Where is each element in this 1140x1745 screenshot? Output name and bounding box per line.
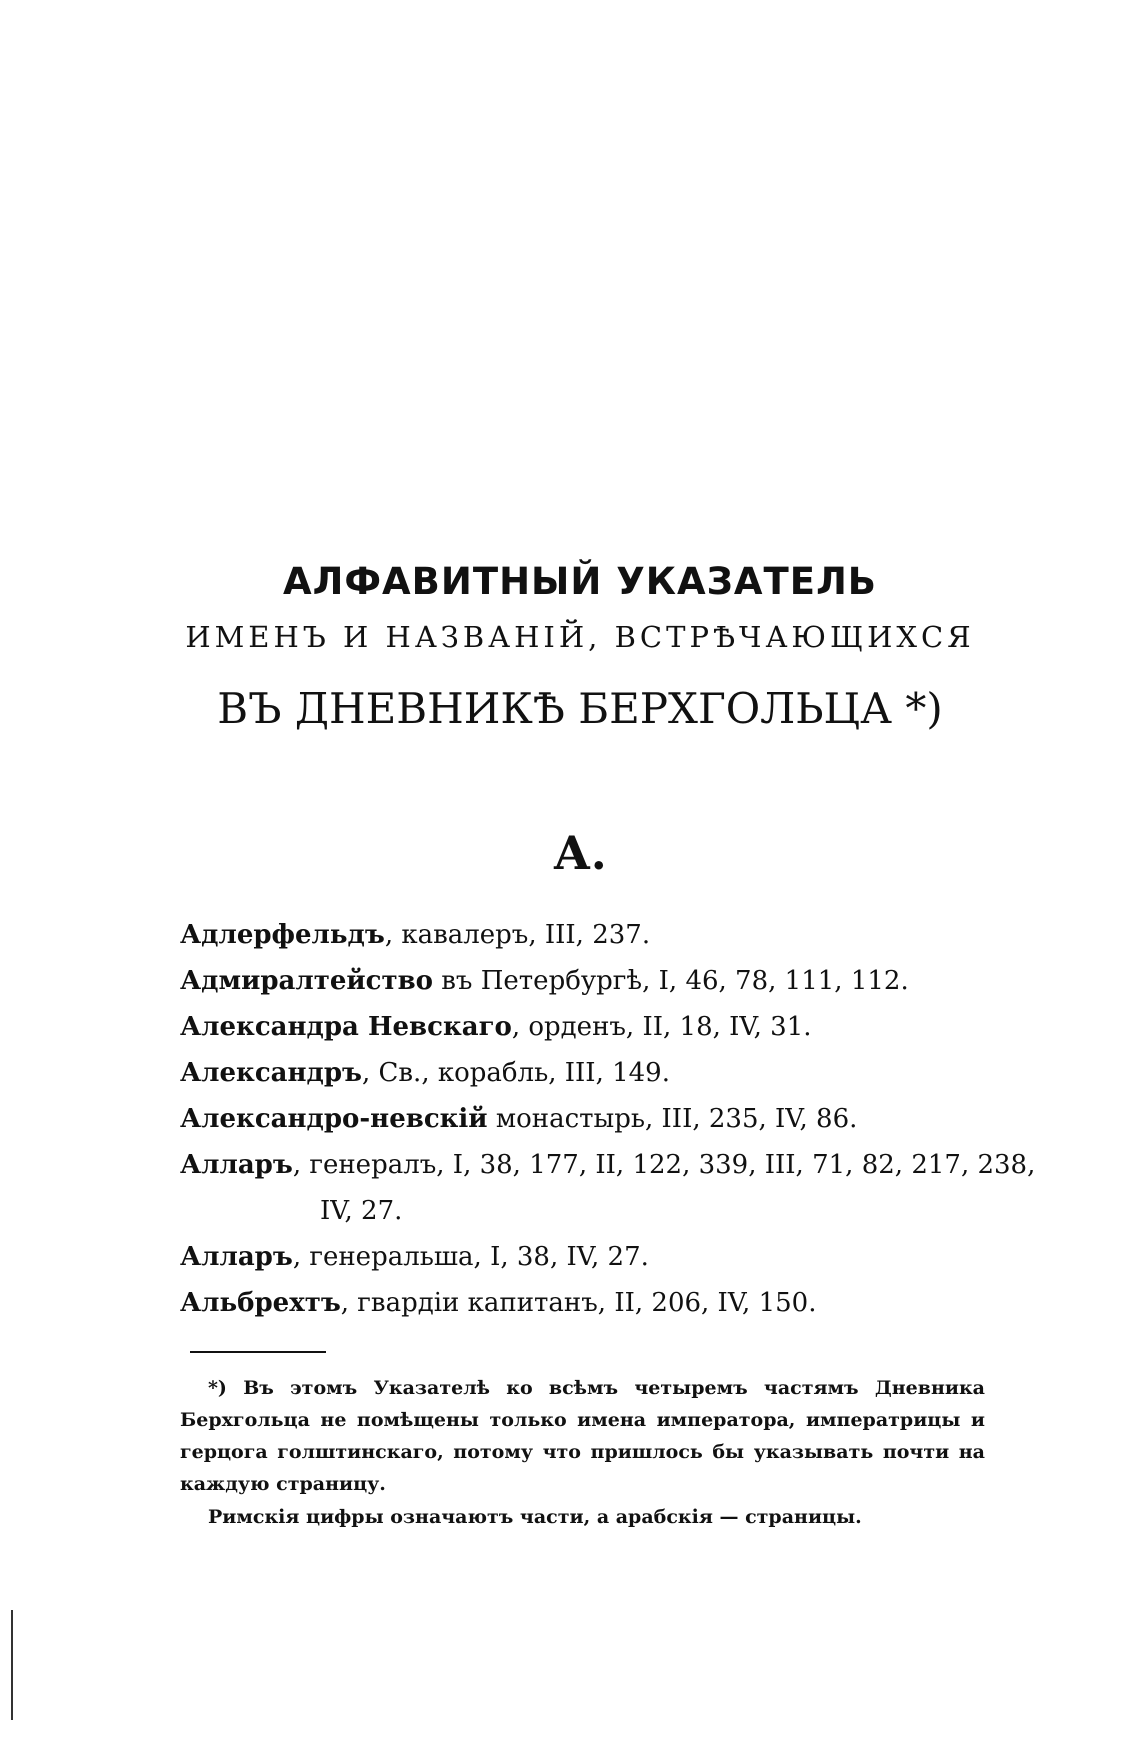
index-entry [180, 1280, 1000, 1326]
index-entry [180, 1004, 1000, 1050]
index-entry [180, 958, 1000, 1004]
entry-text: , генералъ, I, 38, 177, II, 122, 339, III, 71, 82, 217, 238, [292, 1150, 1036, 1180]
entry-text: , кавалеръ, III, 237. [384, 920, 651, 950]
index-entry [180, 1050, 1000, 1096]
entry-name: Александръ [180, 1058, 362, 1088]
footnote-note: Римскія цифры означаютъ части, а арабскія — страницы. [208, 1506, 862, 1528]
entry-name: Адлерфельдъ [180, 920, 385, 950]
entry-text: , Св., корабль, III, 149. [362, 1058, 670, 1088]
index-entry-continuation [180, 1188, 1000, 1234]
footnote-divider [190, 1351, 326, 1353]
entry-text: монастырь, III, 235, IV, 86. [487, 1104, 858, 1134]
footnote-text: *) Въ этомъ Указателѣ ко всѣмъ четыремъ частямъ Дневника Берхгольца не помѣщены только имена императора, императрицы и герцога голштинскаго, потому что пришлось бы указывать почти на каждую страницу. [180, 1377, 985, 1495]
section-letter: А. [553, 826, 607, 880]
index-entry [180, 1096, 1000, 1142]
index-entry [180, 1142, 1036, 1188]
index-entry [180, 912, 1000, 958]
entry-name: Алларъ [180, 1242, 293, 1272]
entry-name: Алларъ [180, 1150, 293, 1180]
entry-text: въ Петербургѣ, I, 46, 78, 111, 112. [433, 966, 909, 996]
index-entry [180, 1234, 1000, 1280]
page-edge-line [11, 1610, 13, 1720]
entry-name: Александра Невскаго [180, 1012, 512, 1042]
page-subtitle-diary: ВЪ ДНЕВНИКѢ БЕРХГОЛЬЦА *) [217, 684, 943, 733]
entry-text: , генеральша, I, 38, IV, 27. [292, 1242, 649, 1272]
entry-name: Альбрехтъ [180, 1288, 341, 1318]
page-subtitle: ИМЕНЪ И НАЗВАНІЙ, ВСТРѢЧАЮЩИХСЯ [185, 620, 975, 654]
page-title: АЛФАВИТНЫЙ УКАЗАТЕЛЬ [282, 560, 878, 603]
entry-name: Александро-невскій [180, 1104, 488, 1134]
index-entries [180, 912, 1036, 1326]
entry-text: , орденъ, II, 18, IV, 31. [511, 1012, 812, 1042]
entry-text: , гвардіи капитанъ, II, 206, IV, 150. [340, 1288, 817, 1318]
entry-name: Адмиралтейство [180, 966, 434, 996]
entry-text: IV, 27. [320, 1196, 403, 1226]
